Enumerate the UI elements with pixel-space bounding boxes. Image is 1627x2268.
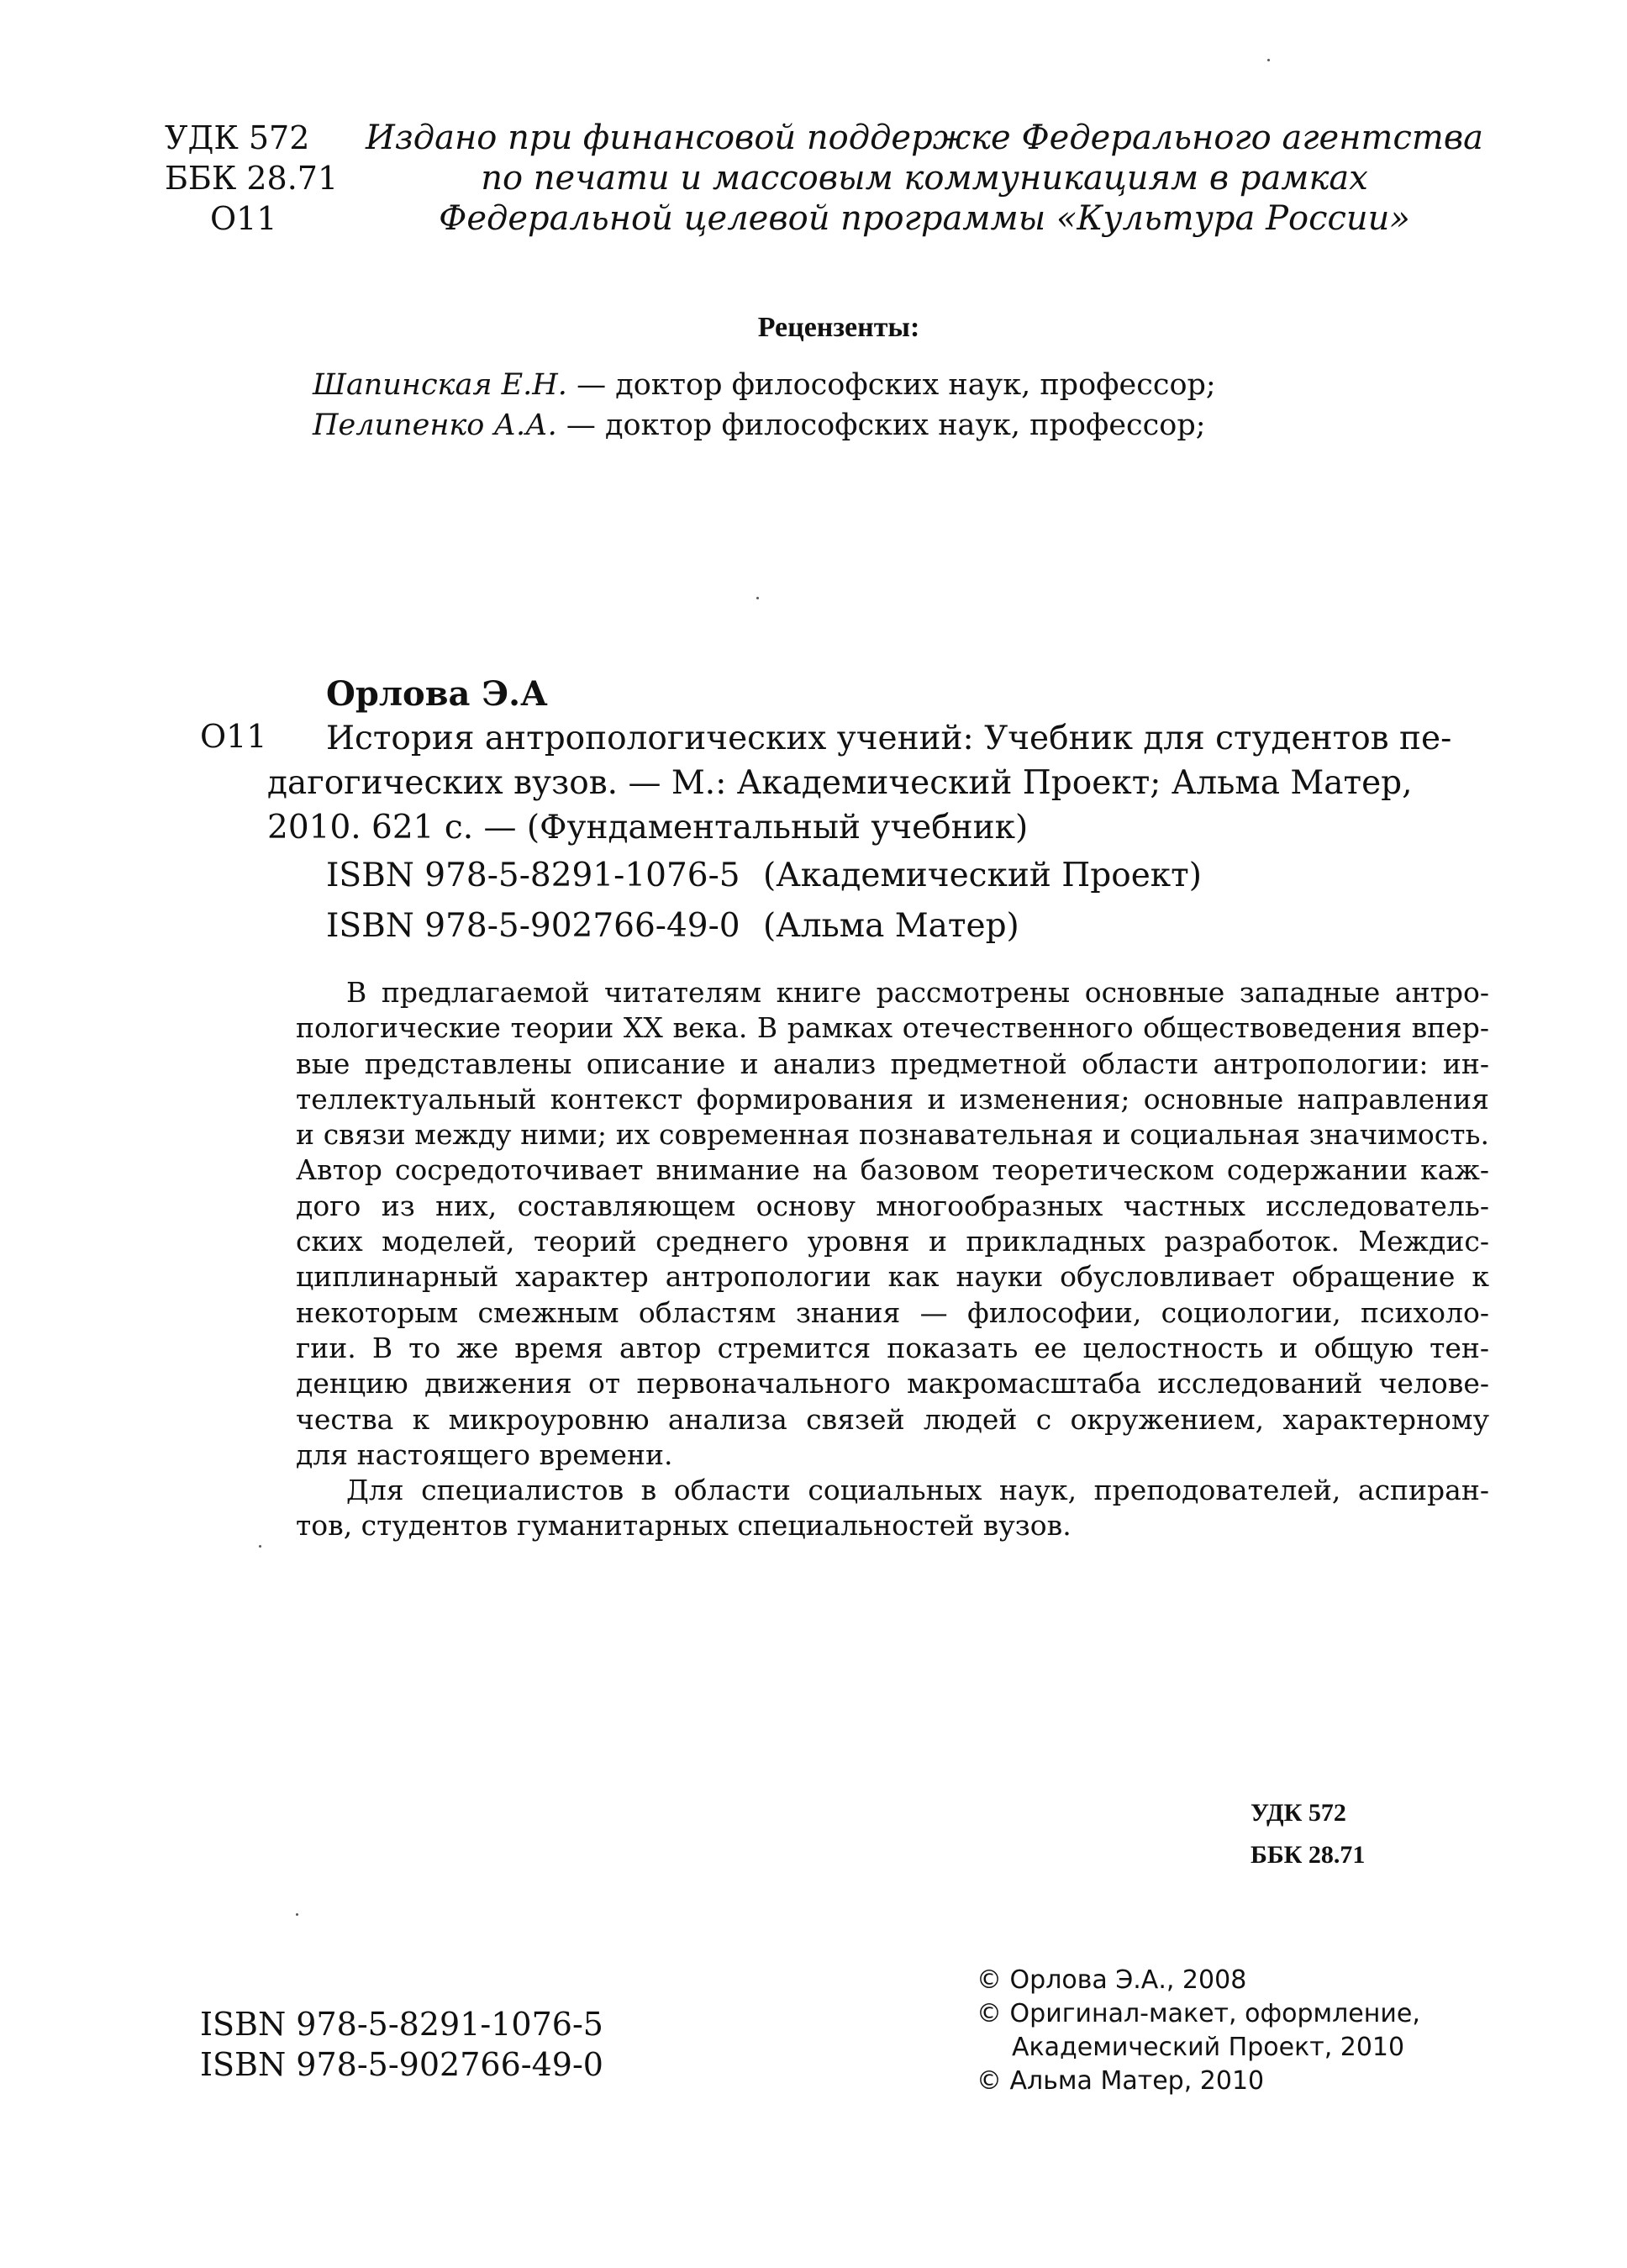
footer-udk: УДК 572	[1251, 1799, 1346, 1827]
abstract-line: для настоящего времени.	[296, 1437, 673, 1471]
abstract-line: циплинарный характер антропологии как науки обусловливает обращение к	[296, 1260, 1489, 1294]
bib-line: История антропологических учений: Учебник для студентов пе-	[326, 720, 1452, 757]
funding-line: Издано при финансовой поддержке Федерального агентства	[366, 119, 1483, 157]
abstract-line: ских моделей, теорий среднего уровня и прикладных разработок. Междис-	[296, 1225, 1489, 1258]
bib-isbn-list	[326, 851, 1202, 952]
abstract-line: вые представлены описание и анализ предметной области антропологии: ин-	[296, 1047, 1489, 1080]
audience-line: тов, студентов гуманитарных специальностей вузов.	[296, 1509, 1072, 1543]
copyright-line: © Орлова Э.А., 2008	[977, 1965, 1247, 1995]
abstract-line: денцию движения от первоначального макромасштаба исследований челове-	[296, 1367, 1489, 1400]
copyright-line: © Альма Матер, 2010	[977, 2066, 1265, 2096]
udk-code: УДК 572	[165, 119, 310, 156]
bib-line: дагогических вузов. — М.: Академический Проект; Альма Матер,	[267, 764, 1413, 802]
reviewer-description: — доктор философских наук, профессор;	[566, 368, 1216, 402]
copyright-line: © Оригинал-макет, оформление,	[977, 1999, 1420, 2028]
footer-isbn: ISBN 978-5-8291-1076-5	[200, 2006, 603, 2043]
bib-line: 2010. 621 с. — (Фундаментальный учебник)	[267, 809, 1029, 847]
isbn-number: ISBN 978-5-902766-49-0	[326, 907, 740, 945]
reviewer-name: Шапинская Е.Н.	[313, 368, 567, 402]
abstract-line: пологические теории XX века. В рамках отечественного обществоведения впер-	[296, 1011, 1489, 1045]
abstract-line: чества к микроуровню анализа связей людей с окружением, характерному	[296, 1402, 1489, 1436]
scan-speck	[296, 1913, 298, 1916]
reviewers-list	[313, 365, 1405, 446]
classification-codes	[165, 118, 341, 239]
scan-speck	[756, 597, 759, 599]
abstract-line: В предлагаемой читателям книге рассмотрены основные западные антро-	[346, 976, 1489, 1009]
funding-line: Федеральной целевой программы «Культура России»	[439, 199, 1410, 238]
footer-bbk: ББК 28.71	[1251, 1841, 1366, 1869]
author-name: Орлова Э.А	[326, 674, 548, 714]
bib-description	[267, 716, 1494, 850]
abstract-line: теллектуальный контекст формирования и изменения; основные направления	[296, 1082, 1489, 1116]
author-mark: О11	[210, 200, 277, 237]
abstract-line: некоторым смежным областям знания — философии, социологии, психоло-	[296, 1295, 1489, 1329]
abstract-line: дого из них, составляющем основу многообразных частных исследователь-	[296, 1189, 1489, 1222]
abstract	[296, 975, 1489, 1544]
abstract-line: и связи между ними; их современная познавательная и социальная значимость.	[296, 1118, 1489, 1152]
bib-isbn-row	[326, 901, 1202, 952]
bib-isbn-row	[326, 851, 1202, 901]
abstract-line: Автор сосредоточивает внимание на базовом теоретическом содержании каж-	[296, 1153, 1489, 1187]
scan-speck	[259, 1545, 261, 1548]
reviewer-item	[313, 365, 1405, 405]
scan-speck	[1267, 59, 1270, 61]
audience-line: Для специалистов в области социальных наук, преподователей, аспиран-	[346, 1474, 1489, 1507]
footer-classification	[1251, 1792, 1365, 1876]
abstract-line: гии. В то же время автор стремится показать ее целостность и общую тен-	[296, 1331, 1489, 1364]
bbk-code: ББК 28.71	[165, 160, 339, 197]
copyright-line: Академический Проект, 2010	[1012, 2033, 1405, 2062]
isbn-publisher: (Альма Матер)	[763, 907, 1019, 945]
footer-isbn-list	[200, 2004, 603, 2085]
funding-line: по печати и массовым коммуникациям в рамках	[481, 159, 1368, 198]
reviewers-heading: Рецензенты:	[757, 312, 920, 343]
bib-author-mark: О11	[200, 718, 267, 755]
funding-statement	[361, 118, 1487, 239]
reviewer-name: Пелипенко А.А.	[313, 409, 557, 442]
footer-isbn: ISBN 978-5-902766-49-0	[200, 2046, 603, 2083]
reviewer-description: — доктор философских наук, профессор;	[556, 409, 1206, 442]
reviewer-item	[313, 405, 1405, 446]
isbn-publisher: (Академический Проект)	[763, 857, 1202, 894]
copyright-notice	[977, 1964, 1420, 2098]
isbn-number: ISBN 978-5-8291-1076-5	[326, 857, 740, 894]
